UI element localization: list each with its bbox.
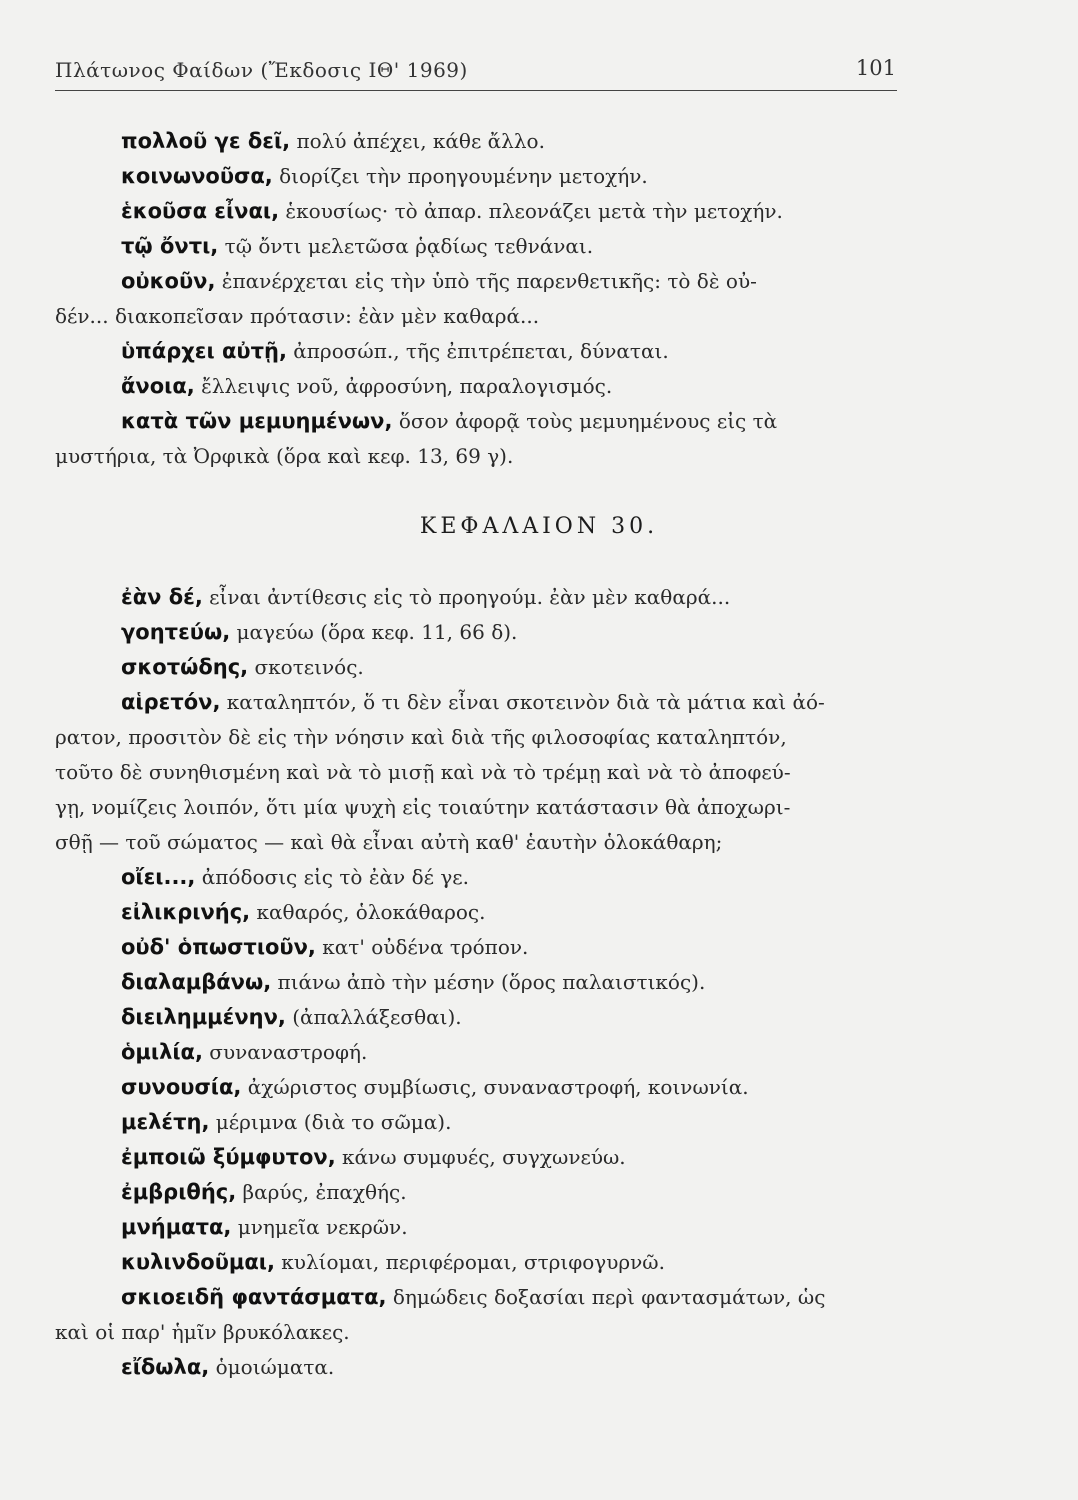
page-number: 101 xyxy=(855,56,896,80)
glossary-continuation xyxy=(55,720,900,755)
glossary-block-2 xyxy=(55,580,900,1385)
gloss: (ἀπαλλάξεσθαι). xyxy=(285,1005,462,1029)
lemma: διειλημμένην, xyxy=(121,1005,286,1029)
gloss: διορίζει τὴν προηγουμένην μετοχήν. xyxy=(272,164,648,188)
lemma: ἐμβριθής, xyxy=(121,1180,237,1204)
gloss: μαγεύω (ὅρα κεφ. 11, 66 δ). xyxy=(230,620,518,644)
glossary-entry xyxy=(55,615,900,650)
glossary-entry xyxy=(55,1210,900,1245)
gloss: σκοτεινός. xyxy=(248,655,364,679)
gloss: τοῦτο δὲ συνηθισμένη καὶ νὰ τὸ μισῇ καὶ νὰ τὸ τρέμῃ καὶ νὰ τὸ ἀποφεύ- xyxy=(55,760,791,784)
lemma: ὑπάρχει αὐτῇ, xyxy=(121,339,287,363)
gloss: ρατον, προσιτὸν δὲ εἰς τὴν νόησιν καὶ διὰ τῆς φιλοσοφίας καταληπτόν, xyxy=(55,725,787,749)
glossary-continuation xyxy=(55,439,900,474)
lemma: οὐκοῦν, xyxy=(121,269,216,293)
glossary-entry xyxy=(55,194,900,229)
glossary-entry xyxy=(55,930,900,965)
lemma: οὐδ' ὁπωστιοῦν, xyxy=(121,935,316,959)
gloss: βαρύς, ἐπαχθής. xyxy=(236,1180,407,1204)
glossary-entry xyxy=(55,895,900,930)
gloss: κάνω συμφυές, συγχωνεύω. xyxy=(335,1145,626,1169)
lemma: σκιοειδῆ φαντάσματα, xyxy=(121,1285,387,1309)
glossary-entry xyxy=(55,1140,900,1175)
gloss: ἐπανέρχεται εἰς τὴν ὑπὸ τῆς παρενθετικῆς: τὸ δὲ οὐ- xyxy=(215,269,757,293)
gloss: καὶ οἱ παρ' ἡμῖν βρυκόλακες. xyxy=(55,1320,350,1344)
gloss: πιάνω ἀπὸ τὴν μέσην (ὅρος παλαιστικός). xyxy=(271,970,706,994)
lemma: ἑκοῦσα εἶναι, xyxy=(121,199,280,223)
lemma: μελέτη, xyxy=(121,1110,210,1134)
gloss: συναναστροφή. xyxy=(202,1040,368,1064)
lemma: πολλοῦ γε δεῖ, xyxy=(121,129,291,153)
lemma: μνήματα, xyxy=(121,1215,232,1239)
gloss: ἔλλειψις νοῦ, ἀφροσύνη, παραλογισμός. xyxy=(194,374,613,398)
lemma: αἱρετόν, xyxy=(121,690,221,714)
gloss: δημώδεις δοξασίαι περὶ φαντασμάτων, ὡς xyxy=(386,1285,826,1309)
gloss: δέν... διακοπεῖσαν πρότασιν: ἐὰν μὲν καθαρά... xyxy=(55,304,540,328)
glossary-entry xyxy=(55,334,900,369)
glossary-entry xyxy=(55,860,900,895)
lemma: εἴδωλα, xyxy=(121,1355,210,1379)
glossary-entry xyxy=(55,159,900,194)
glossary-entry xyxy=(55,685,900,720)
gloss: μυστήρια, τὰ Ὀρφικὰ (ὅρα καὶ κεφ. 13, 69 γ). xyxy=(55,444,514,468)
lemma: ἐμποιῶ ξύμφυτον, xyxy=(121,1145,336,1169)
gloss: καθαρός, ὁλοκάθαρος. xyxy=(250,900,486,924)
glossary-entry xyxy=(55,229,900,264)
gloss: εἶναι ἀντίθεσις εἰς τὸ προηγούμ. ἐὰν μὲν καθαρά... xyxy=(202,585,731,609)
running-title: Πλάτωνος Φαίδων (Ἔκδοσις ΙΘ' 1969) xyxy=(55,58,468,82)
glossary-entry xyxy=(55,650,900,685)
gloss: κυλίομαι, περιφέρομαι, στριφογυρνῶ. xyxy=(274,1250,665,1274)
lemma: τῷ ὄντι, xyxy=(121,234,219,258)
lemma: σκοτώδης, xyxy=(121,655,249,679)
lemma: ὁμιλία, xyxy=(121,1040,203,1064)
glossary-entry xyxy=(55,1105,900,1140)
gloss: ἀπόδοσις εἰς τὸ ἐὰν δέ γε. xyxy=(195,865,469,889)
glossary-entry xyxy=(55,1280,900,1315)
lemma: ἄνοια, xyxy=(121,374,195,398)
lemma: γοητεύω, xyxy=(121,620,231,644)
glossary-entry xyxy=(55,1035,900,1070)
gloss: ἀπροσώπ., τῆς ἐπιτρέπεται, δύναται. xyxy=(286,339,669,363)
gloss: μέριμνα (διὰ το σῶμα). xyxy=(209,1110,452,1134)
gloss: μνημεῖα νεκρῶν. xyxy=(231,1215,408,1239)
gloss: σθῇ — τοῦ σώματος — καὶ θὰ εἶναι αὐτὴ καθ' ἑαυτὴν ὁλοκάθαρη; xyxy=(55,830,723,854)
glossary-entry xyxy=(55,965,900,1000)
glossary-continuation xyxy=(55,299,900,334)
glossary-continuation xyxy=(55,825,900,860)
glossary-entry xyxy=(55,404,900,439)
glossary-entry xyxy=(55,1175,900,1210)
gloss: ὅσον ἀφορᾷ τοὺς μεμυημένους εἰς τὰ xyxy=(392,409,778,433)
gloss: κατ' οὐδένα τρόπον. xyxy=(315,935,529,959)
glossary-entry xyxy=(55,580,900,615)
glossary-entry xyxy=(55,124,900,159)
glossary-continuation xyxy=(55,1315,900,1350)
gloss: ἑκουσίως· τὸ ἀπαρ. πλεονάζει μετὰ τὴν μετοχήν. xyxy=(279,199,783,223)
glossary-continuation xyxy=(55,790,900,825)
glossary-entry xyxy=(55,1350,900,1385)
header-rule xyxy=(55,90,897,91)
chapter-title: ΚΕΦΑΛΑΙΟΝ 30. xyxy=(419,514,659,539)
lemma: συνουσία, xyxy=(121,1075,242,1099)
glossary-entry xyxy=(55,369,900,404)
lemma: οἴει..., xyxy=(121,865,196,889)
glossary-entry xyxy=(55,1070,900,1105)
lemma: κυλινδοῦμαι, xyxy=(121,1250,275,1274)
gloss: καταληπτόν, ὅ τι δὲν εἶναι σκοτεινὸν διὰ τὰ μάτια καὶ ἀό- xyxy=(220,690,825,714)
glossary-entry xyxy=(55,1000,900,1035)
gloss: ὁμοιώματα. xyxy=(209,1355,335,1379)
glossary-entry xyxy=(55,264,900,299)
lemma: κατὰ τῶν μεμυημένων, xyxy=(121,409,393,433)
lemma: εἰλικρινής, xyxy=(121,900,251,924)
glossary-entry xyxy=(55,1245,900,1280)
gloss: τῷ ὄντι μελετῶσα ῥᾳδίως τεθνάναι. xyxy=(218,234,594,258)
lemma: κοινωνοῦσα, xyxy=(121,164,273,188)
glossary-continuation xyxy=(55,755,900,790)
gloss: γῃ, νομίζεις λοιπόν, ὅτι μία ψυχὴ εἰς τοιαύτην κατάστασιν θὰ ἀποχωρι- xyxy=(55,795,791,819)
gloss: ἀχώριστος συμβίωσις, συναναστροφή, κοινωνία. xyxy=(241,1075,749,1099)
gloss: πολύ ἀπέχει, κάθε ἄλλο. xyxy=(290,129,545,153)
lemma: διαλαμβάνω, xyxy=(121,970,272,994)
glossary-block-1 xyxy=(55,124,900,474)
lemma: ἐὰν δέ, xyxy=(121,585,203,609)
